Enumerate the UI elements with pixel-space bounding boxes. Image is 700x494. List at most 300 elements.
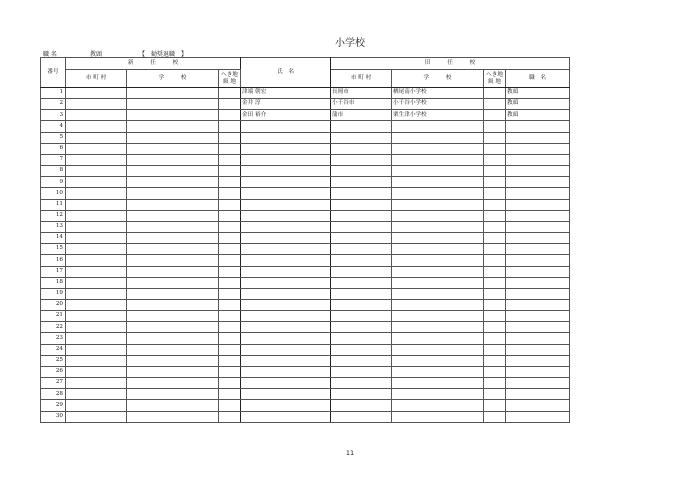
cell-name <box>241 166 331 177</box>
cell-name <box>241 177 331 188</box>
cell-new-school <box>127 244 219 255</box>
cell-name <box>241 355 331 366</box>
cell-new-city <box>66 143 127 154</box>
cell-new-remote <box>219 266 241 277</box>
cell-old-remote <box>484 110 506 121</box>
cell-position <box>506 266 570 277</box>
cell-new-city <box>66 88 127 99</box>
cell-old-school <box>392 132 484 143</box>
cell-no: 8 <box>41 166 66 177</box>
table-row <box>41 199 570 210</box>
table-row <box>41 389 570 400</box>
table-row <box>41 188 570 199</box>
cell-old-remote <box>484 311 506 322</box>
cell-new-city <box>66 322 127 333</box>
cell-new-city <box>66 400 127 411</box>
cell-old-remote <box>484 88 506 99</box>
cell-old-remote <box>484 322 506 333</box>
cell-old-remote <box>484 210 506 221</box>
cell-name <box>241 188 331 199</box>
cell-position <box>506 255 570 266</box>
table-row <box>41 121 570 132</box>
cell-old-remote <box>484 299 506 310</box>
header-position: 職 名 <box>506 70 570 88</box>
cell-old-remote <box>484 389 506 400</box>
cell-new-school <box>127 266 219 277</box>
cell-new-remote <box>219 311 241 322</box>
cell-old-remote <box>484 400 506 411</box>
cell-new-city <box>66 99 127 110</box>
table-row <box>41 333 570 344</box>
cell-name <box>241 322 331 333</box>
cell-old-city: 小千谷市 <box>331 99 392 110</box>
cell-no: 20 <box>41 299 66 310</box>
cell-old-school <box>392 266 484 277</box>
cell-no: 9 <box>41 177 66 188</box>
table-row <box>41 288 570 299</box>
cell-position: 教頭 <box>506 99 570 110</box>
cell-new-city <box>66 244 127 255</box>
cell-old-school <box>392 233 484 244</box>
cell-position <box>506 366 570 377</box>
cell-old-school <box>392 210 484 221</box>
cell-new-city <box>66 221 127 232</box>
cell-old-school <box>392 311 484 322</box>
cell-no: 23 <box>41 333 66 344</box>
cell-old-city <box>331 233 392 244</box>
table-row <box>41 210 570 221</box>
cell-name <box>241 154 331 165</box>
cell-old-school: 小千谷小学校 <box>392 99 484 110</box>
cell-new-school <box>127 311 219 322</box>
table-row <box>41 88 570 99</box>
cell-new-city <box>66 177 127 188</box>
cell-old-city <box>331 411 392 422</box>
cell-name <box>241 199 331 210</box>
cell-old-remote <box>484 121 506 132</box>
cell-new-city <box>66 366 127 377</box>
cell-name <box>241 221 331 232</box>
cell-new-city <box>66 199 127 210</box>
retirement-category: 【 勧奨退職 】 <box>139 51 188 58</box>
cell-new-city <box>66 233 127 244</box>
cell-new-city <box>66 166 127 177</box>
cell-position <box>506 411 570 422</box>
cell-new-remote <box>219 177 241 188</box>
cell-new-school <box>127 121 219 132</box>
cell-new-city <box>66 188 127 199</box>
cell-position <box>506 166 570 177</box>
cell-new-remote <box>219 154 241 165</box>
cell-old-remote <box>484 244 506 255</box>
cell-old-city <box>331 154 392 165</box>
cell-old-city <box>331 378 392 389</box>
cell-name: 金井 淳 <box>241 99 331 110</box>
cell-new-school <box>127 177 219 188</box>
cell-position <box>506 378 570 389</box>
cell-name <box>241 366 331 377</box>
cell-name <box>241 266 331 277</box>
cell-old-school <box>392 355 484 366</box>
cell-new-school <box>127 366 219 377</box>
cell-new-school <box>127 188 219 199</box>
cell-old-remote <box>484 99 506 110</box>
cell-no: 3 <box>41 110 66 121</box>
header-name: 氏 名 <box>241 58 331 88</box>
cell-old-school <box>392 277 484 288</box>
table-row <box>41 99 570 110</box>
cell-old-remote <box>484 166 506 177</box>
cell-old-remote <box>484 411 506 422</box>
cell-position <box>506 177 570 188</box>
cell-new-city <box>66 299 127 310</box>
cell-new-school <box>127 389 219 400</box>
cell-old-city <box>331 166 392 177</box>
cell-old-school <box>392 121 484 132</box>
cell-new-remote <box>219 166 241 177</box>
cell-new-remote <box>219 143 241 154</box>
cell-old-remote <box>484 277 506 288</box>
cell-name <box>241 143 331 154</box>
cell-new-school <box>127 411 219 422</box>
cell-new-school <box>127 199 219 210</box>
cell-old-remote <box>484 154 506 165</box>
cell-old-city <box>331 210 392 221</box>
cell-old-remote <box>484 266 506 277</box>
cell-old-school <box>392 366 484 377</box>
cell-new-remote <box>219 210 241 221</box>
cell-no: 29 <box>41 400 66 411</box>
cell-old-city <box>331 333 392 344</box>
cell-position <box>506 400 570 411</box>
cell-no: 2 <box>41 99 66 110</box>
cell-no: 13 <box>41 221 66 232</box>
cell-new-school <box>127 355 219 366</box>
position-value: 教頭 <box>90 51 103 58</box>
cell-position <box>506 311 570 322</box>
cell-name <box>241 389 331 400</box>
table-row <box>41 378 570 389</box>
table-row <box>41 244 570 255</box>
cell-old-city <box>331 255 392 266</box>
cell-new-remote <box>219 333 241 344</box>
cell-new-school <box>127 333 219 344</box>
cell-new-remote <box>219 121 241 132</box>
cell-no: 10 <box>41 188 66 199</box>
cell-old-school <box>392 154 484 165</box>
cell-new-remote <box>219 389 241 400</box>
cell-position <box>506 210 570 221</box>
cell-old-school <box>392 389 484 400</box>
cell-old-school <box>392 288 484 299</box>
cell-new-school <box>127 322 219 333</box>
cell-old-city <box>331 322 392 333</box>
cell-old-remote <box>484 333 506 344</box>
table-row <box>41 355 570 366</box>
cell-name <box>241 132 331 143</box>
cell-old-school: 栗生津小学校 <box>392 110 484 121</box>
cell-old-remote <box>484 188 506 199</box>
cell-old-city <box>331 400 392 411</box>
cell-old-city <box>331 244 392 255</box>
cell-old-school <box>392 177 484 188</box>
cell-new-remote <box>219 99 241 110</box>
cell-name <box>241 121 331 132</box>
cell-old-school <box>392 188 484 199</box>
cell-no: 4 <box>41 121 66 132</box>
cell-new-city <box>66 355 127 366</box>
cell-old-city <box>331 288 392 299</box>
cell-position <box>506 121 570 132</box>
cell-old-city <box>331 366 392 377</box>
cell-new-school <box>127 299 219 310</box>
cell-name <box>241 233 331 244</box>
table-row <box>41 233 570 244</box>
cell-old-remote <box>484 221 506 232</box>
cell-position <box>506 288 570 299</box>
cell-no: 24 <box>41 344 66 355</box>
cell-new-school <box>127 154 219 165</box>
cell-old-city <box>331 389 392 400</box>
cell-no: 11 <box>41 199 66 210</box>
cell-old-city <box>331 299 392 310</box>
cell-new-school <box>127 99 219 110</box>
cell-position <box>506 221 570 232</box>
cell-old-city: 長岡市 <box>331 88 392 99</box>
cell-no: 17 <box>41 266 66 277</box>
cell-new-school <box>127 255 219 266</box>
cell-new-school <box>127 378 219 389</box>
cell-old-city: 蒲市 <box>331 110 392 121</box>
table-row <box>41 277 570 288</box>
cell-new-city <box>66 210 127 221</box>
cell-new-remote <box>219 322 241 333</box>
cell-old-school <box>392 244 484 255</box>
cell-new-school <box>127 221 219 232</box>
cell-name <box>241 210 331 221</box>
table-row <box>41 177 570 188</box>
table-row <box>41 322 570 333</box>
cell-old-school <box>392 166 484 177</box>
header-number: 番号 <box>41 58 66 88</box>
header-new-school-group: 新 任 校 <box>66 58 241 70</box>
table-row <box>41 143 570 154</box>
cell-old-school <box>392 255 484 266</box>
cell-new-city <box>66 344 127 355</box>
cell-name <box>241 333 331 344</box>
cell-new-city <box>66 333 127 344</box>
cell-old-school <box>392 411 484 422</box>
cell-new-school <box>127 132 219 143</box>
cell-old-remote <box>484 355 506 366</box>
cell-new-remote <box>219 411 241 422</box>
table-row <box>41 311 570 322</box>
cell-old-city <box>331 344 392 355</box>
cell-new-remote <box>219 366 241 377</box>
cell-new-remote <box>219 288 241 299</box>
cell-new-remote <box>219 244 241 255</box>
cell-new-remote <box>219 378 241 389</box>
cell-old-remote <box>484 132 506 143</box>
cell-old-remote <box>484 233 506 244</box>
cell-new-school <box>127 344 219 355</box>
cell-new-city <box>66 288 127 299</box>
cell-name <box>241 344 331 355</box>
position-label: 職 名 <box>43 51 57 58</box>
cell-new-remote <box>219 344 241 355</box>
cell-old-remote <box>484 288 506 299</box>
cell-new-city <box>66 154 127 165</box>
page-title: 小学校 <box>335 38 365 49</box>
cell-old-school <box>392 299 484 310</box>
header-new-remote: へき地 級 地 <box>219 70 241 88</box>
cell-new-remote <box>219 199 241 210</box>
table-row <box>41 110 570 121</box>
cell-old-remote <box>484 344 506 355</box>
cell-old-city <box>331 199 392 210</box>
cell-name <box>241 255 331 266</box>
cell-new-school <box>127 110 219 121</box>
cell-no: 14 <box>41 233 66 244</box>
cell-old-city <box>331 188 392 199</box>
table-row <box>41 400 570 411</box>
cell-new-school <box>127 210 219 221</box>
cell-new-remote <box>219 299 241 310</box>
cell-name: 金田 裕介 <box>241 110 331 121</box>
header-new-school: 学 校 <box>127 70 219 88</box>
cell-name <box>241 378 331 389</box>
table-row <box>41 299 570 310</box>
header-old-school: 学 校 <box>392 70 484 88</box>
cell-position <box>506 233 570 244</box>
cell-position <box>506 389 570 400</box>
cell-no: 5 <box>41 132 66 143</box>
cell-position <box>506 344 570 355</box>
cell-position <box>506 199 570 210</box>
cell-no: 25 <box>41 355 66 366</box>
cell-new-city <box>66 389 127 400</box>
cell-new-remote <box>219 110 241 121</box>
table-row <box>41 221 570 232</box>
cell-no: 1 <box>41 88 66 99</box>
cell-old-school <box>392 378 484 389</box>
cell-old-city <box>331 266 392 277</box>
cell-new-remote <box>219 221 241 232</box>
cell-new-remote <box>219 255 241 266</box>
cell-name <box>241 277 331 288</box>
cell-new-city <box>66 132 127 143</box>
cell-new-school <box>127 143 219 154</box>
table-row <box>41 411 570 422</box>
cell-new-school <box>127 88 219 99</box>
cell-no: 30 <box>41 411 66 422</box>
table-row <box>41 154 570 165</box>
cell-old-city <box>331 221 392 232</box>
cell-no: 18 <box>41 277 66 288</box>
cell-new-city <box>66 311 127 322</box>
cell-new-city <box>66 266 127 277</box>
cell-new-remote <box>219 277 241 288</box>
cell-no: 27 <box>41 378 66 389</box>
cell-old-city <box>331 277 392 288</box>
cell-new-remote <box>219 132 241 143</box>
cell-old-school: 栖尾南小学校 <box>392 88 484 99</box>
cell-name <box>241 288 331 299</box>
cell-old-city <box>331 177 392 188</box>
cell-no: 6 <box>41 143 66 154</box>
cell-position <box>506 299 570 310</box>
cell-old-school <box>392 400 484 411</box>
table-row <box>41 255 570 266</box>
cell-position <box>506 277 570 288</box>
cell-new-city <box>66 110 127 121</box>
cell-old-city <box>331 121 392 132</box>
cell-position <box>506 154 570 165</box>
cell-new-remote <box>219 188 241 199</box>
cell-new-school <box>127 166 219 177</box>
cell-no: 7 <box>41 154 66 165</box>
cell-old-remote <box>484 177 506 188</box>
cell-name <box>241 299 331 310</box>
cell-no: 15 <box>41 244 66 255</box>
cell-new-city <box>66 121 127 132</box>
cell-new-school <box>127 288 219 299</box>
cell-new-city <box>66 378 127 389</box>
cell-position: 教頭 <box>506 110 570 121</box>
cell-no: 21 <box>41 311 66 322</box>
cell-position: 教頭 <box>506 88 570 99</box>
cell-old-city <box>331 355 392 366</box>
cell-no: 26 <box>41 366 66 377</box>
cell-name <box>241 411 331 422</box>
cell-new-school <box>127 277 219 288</box>
header-old-school-group: 旧 任 校 <box>331 58 570 70</box>
cell-position <box>506 244 570 255</box>
table-row <box>41 166 570 177</box>
header-old-city: 市 町 村 <box>331 70 392 88</box>
cell-old-city <box>331 143 392 154</box>
cell-name: 津端 朝宏 <box>241 88 331 99</box>
transfer-table <box>40 57 570 423</box>
cell-no: 12 <box>41 210 66 221</box>
page-number: 11 <box>345 449 355 457</box>
cell-no: 22 <box>41 322 66 333</box>
cell-old-city <box>331 132 392 143</box>
cell-new-school <box>127 233 219 244</box>
cell-old-city <box>331 311 392 322</box>
table-row <box>41 344 570 355</box>
cell-old-school <box>392 199 484 210</box>
cell-name <box>241 244 331 255</box>
cell-position <box>506 322 570 333</box>
cell-position <box>506 143 570 154</box>
table-row <box>41 366 570 377</box>
cell-new-remote <box>219 400 241 411</box>
cell-name <box>241 400 331 411</box>
cell-new-city <box>66 255 127 266</box>
header-new-city: 市 町 村 <box>66 70 127 88</box>
cell-no: 19 <box>41 288 66 299</box>
cell-old-school <box>392 333 484 344</box>
cell-old-school <box>392 143 484 154</box>
form-meta <box>43 49 293 57</box>
cell-old-school <box>392 221 484 232</box>
cell-old-remote <box>484 378 506 389</box>
cell-new-remote <box>219 355 241 366</box>
cell-position <box>506 355 570 366</box>
table-row <box>41 266 570 277</box>
cell-position <box>506 333 570 344</box>
